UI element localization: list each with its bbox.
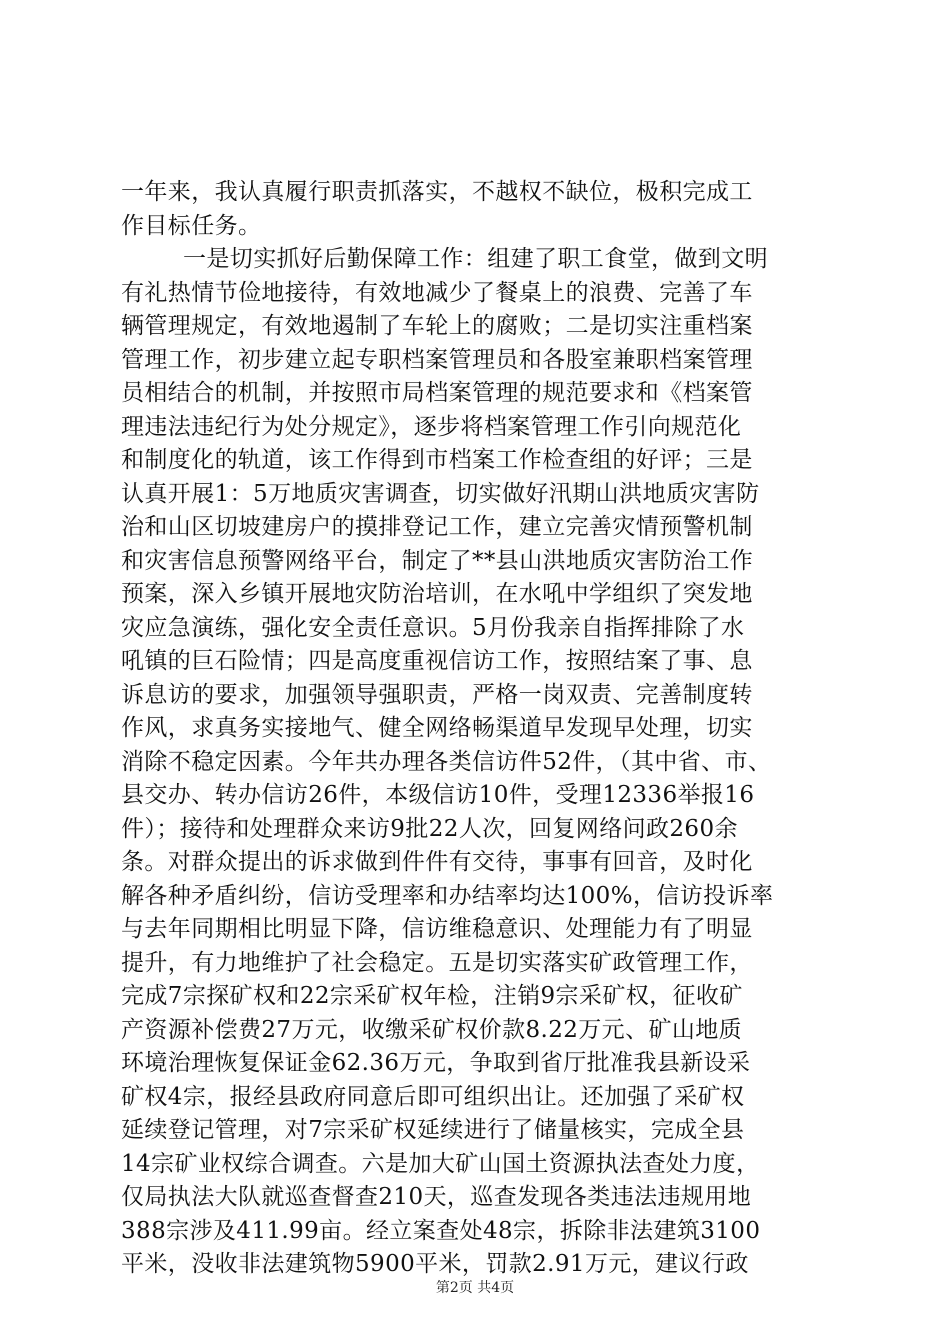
text-line: 治和山区切坡建房户的摸排登记工作，建立完善灾情预警机制 <box>121 514 753 540</box>
text-line: 消除不稳定因素。今年共办理各类信访件52件，（其中省、市、 <box>121 748 772 775</box>
body-text <box>121 176 831 1282</box>
text-line: 认真开展1：5万地质灾害调查，切实做好汛期山洪地质灾害防 <box>121 480 760 507</box>
text-line: 矿权4宗，报经县政府同意后即可组织出让。还加强了采矿权 <box>121 1083 745 1110</box>
text-line: 预案，深入乡镇开展地灾防治培训，在水吼中学组织了突发地 <box>121 581 753 607</box>
text-line: 辆管理规定，有效地遏制了车轮上的腐败；二是切实注重档案 <box>121 313 753 339</box>
text-line: 和灾害信息预警网络平台，制定了**县山洪地质灾害防治工作 <box>121 547 754 574</box>
text-line: 与去年同期相比明显下降，信访维稳意识、处理能力有了明显 <box>121 916 753 942</box>
text-line: 理违法违纪行为处分规定》，逐步将档案管理工作引向规范化 <box>121 413 742 440</box>
text-line: 提升，有力地维护了社会稳定。五是切实落实矿政管理工作， <box>121 949 753 976</box>
text-line: 作目标任务。 <box>121 212 262 239</box>
text-line: 诉息访的要求，加强领导强职责，严格一岗双责、完善制度转 <box>121 681 753 708</box>
text-line: 14宗矿业权综合调查。六是加大矿山国土资源执法查处力度， <box>121 1150 760 1177</box>
text-line: 产资源补偿费27万元，收缴采矿权价款8.22万元、矿山地质 <box>121 1016 743 1043</box>
text-line: 作风，求真务实接地气、健全网络畅渠道早发现早处理，切实 <box>121 715 753 741</box>
text-line: 有礼热情节俭地接待，有效地减少了餐桌上的浪费、完善了车 <box>121 279 753 306</box>
paragraph-start-line: 一是切实抓好后勤保障工作：组建了职工食堂，做到文明 <box>183 246 768 272</box>
text-line: 平米，没收非法建筑物5900平米，罚款2.91万元，建议行政 <box>121 1251 749 1277</box>
text-line: 环境治理恢复保证金62.36万元，争取到省厅批准我县新设采 <box>121 1050 751 1076</box>
text-line: 件）；接待和处理群众来访9批22人次，回复网络问政260余 <box>121 815 738 842</box>
text-line: 完成7宗探矿权和22宗采矿权年检，注销9宗采矿权，征收矿 <box>121 983 743 1009</box>
text-line: 吼镇的巨石险情；四是高度重视信访工作，按照结案了事、息 <box>121 648 753 674</box>
page-number-label: 第2页 共4页 <box>435 1280 515 1296</box>
text-line: 一年来，我认真履行职责抓落实，不越权不缺位，极积完成工 <box>121 179 753 205</box>
text-line: 和制度化的轨道，该工作得到市档案工作检查组的好评；三是 <box>121 447 753 473</box>
page-footer <box>0 1278 950 1298</box>
text-line: 管理工作，初步建立起专职档案管理员和各股室兼职档案管理 <box>121 346 753 373</box>
text-line: 解各种矛盾纠纷，信访受理率和办结率均达100%，信访投诉率 <box>121 882 774 909</box>
text-line: 延续登记管理，对7宗采矿权延续进行了储量核实，完成全县 <box>121 1117 745 1143</box>
text-line: 388宗涉及411.99亩。经立案查处48宗，拆除非法建筑3100 <box>121 1217 761 1244</box>
text-line: 条。对群众提出的诉求做到件件有交待，事事有回音，及时化 <box>121 849 753 875</box>
text-line: 灾应急演练，强化安全责任意识。5月份我亲自指挥排除了水 <box>121 614 745 641</box>
text-line: 员相结合的机制，并按照市局档案管理的规范要求和《档案管 <box>121 380 753 406</box>
text-line: 仅局执法大队就巡查督查210天，巡查发现各类违法违规用地 <box>121 1184 752 1210</box>
text-line: 县交办、转办信访26件，本级信访10件，受理12336举报16 <box>121 782 755 808</box>
